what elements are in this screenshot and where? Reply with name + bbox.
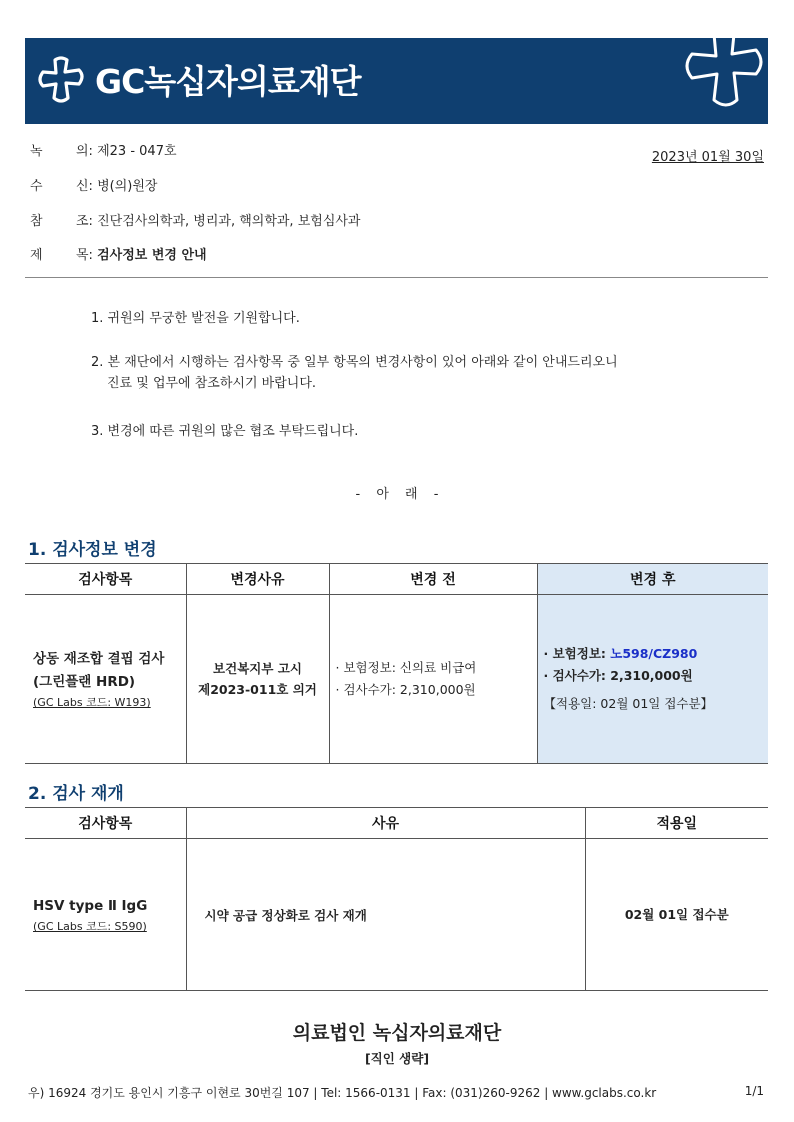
- paragraph-1: 1. 귀원의 무궁한 발전을 기원합니다.: [91, 311, 300, 326]
- doc-number: 제23 - 047호: [97, 144, 177, 159]
- page-number: 1/1: [744, 1084, 764, 1098]
- col-header-item: 검사항목: [25, 564, 186, 595]
- paragraph-3: 3. 변경에 따른 귀원의 많은 협조 부탁드립니다.: [91, 424, 359, 439]
- table-row: [25, 839, 768, 991]
- item-code: (GC Labs 코드: S590): [33, 920, 147, 933]
- footer-signature: [직인 생략]: [364, 1051, 430, 1066]
- subject-row: 제 목: 검사정보 변경 안내: [30, 248, 207, 263]
- divider: [25, 277, 768, 278]
- gc-cross-logo-icon: [35, 56, 87, 106]
- paragraph-2: 2. 본 재단에서 시행하는 검사항목 중 일부 항목의 변경사항이 있어 아래와 같이 안내드리오니 진료 및 업무에 참조하시기 바랍니다.: [91, 355, 618, 391]
- cell-item: 상동 재조합 결핍 검사 (그린플랜 HRD) (GC Labs 코드: W193): [25, 595, 186, 764]
- section-1-title: 1. 검사정보 변경: [28, 540, 157, 560]
- gc-cross-deco-icon: [680, 38, 766, 124]
- org-logo-text: GC녹십자의료재단: [95, 62, 361, 101]
- subject: 검사정보 변경 안내: [97, 248, 207, 263]
- cell-item: HSV type Ⅱ IgG (GC Labs 코드: S590): [25, 839, 186, 991]
- resume-table: [25, 807, 768, 991]
- reference: 진단검사의학과, 병리과, 핵의학과, 보험심사과: [97, 214, 361, 229]
- footer-address: 우) 16924 경기도 용인시 기흥구 이현로 30번길 107 | Tel: 1566-0131 | Fax: (031)260-9262 | www.gclabs.co.kr: [28, 1086, 657, 1100]
- cell-before: · 보험정보: 신의료 비급여 · 검사수가: 2,310,000원: [329, 595, 537, 764]
- reference-row: 참 조: 진단검사의학과, 병리과, 핵의학과, 보험심사과: [30, 214, 361, 229]
- doc-number-row: 녹 의: 제23 - 047호: [30, 144, 177, 159]
- col-header-apply-date: 적용일: [585, 808, 768, 839]
- insurance-code: 노598/CZ980: [610, 646, 698, 661]
- col-header-after: 변경 후: [537, 564, 768, 595]
- header-banner: [25, 38, 768, 124]
- cell-after: · 보험정보: 노598/CZ980 · 검사수가: 2,310,000원 【적용일: 02월 01일 접수분】: [537, 595, 768, 764]
- section-2-title: 2. 검사 재개: [28, 784, 124, 804]
- doc-date: 2023년 01월 30일: [651, 150, 764, 165]
- cell-reason: 보건복지부 고시 제2023-011호 의거: [186, 595, 329, 764]
- recipient: 병(의)원장: [97, 179, 158, 194]
- info-change-table: [25, 563, 768, 764]
- col-header-reason: 사유: [186, 808, 585, 839]
- cell-apply-date: 02월 01일 접수분: [585, 839, 768, 991]
- col-header-before: 변경 전: [329, 564, 537, 595]
- table-row: [25, 595, 768, 764]
- col-header-reason: 변경사유: [186, 564, 329, 595]
- cell-reason: 시약 공급 정상화로 검사 재개: [186, 839, 585, 991]
- below-marker: - 아 래 -: [355, 487, 439, 502]
- item-code: (GC Labs 코드: W193): [33, 696, 151, 709]
- footer-org-name: 의료법인 녹십자의료재단: [292, 1022, 502, 1044]
- recipient-row: 수 신: 병(의)원장: [30, 179, 158, 194]
- col-header-item: 검사항목: [25, 808, 186, 839]
